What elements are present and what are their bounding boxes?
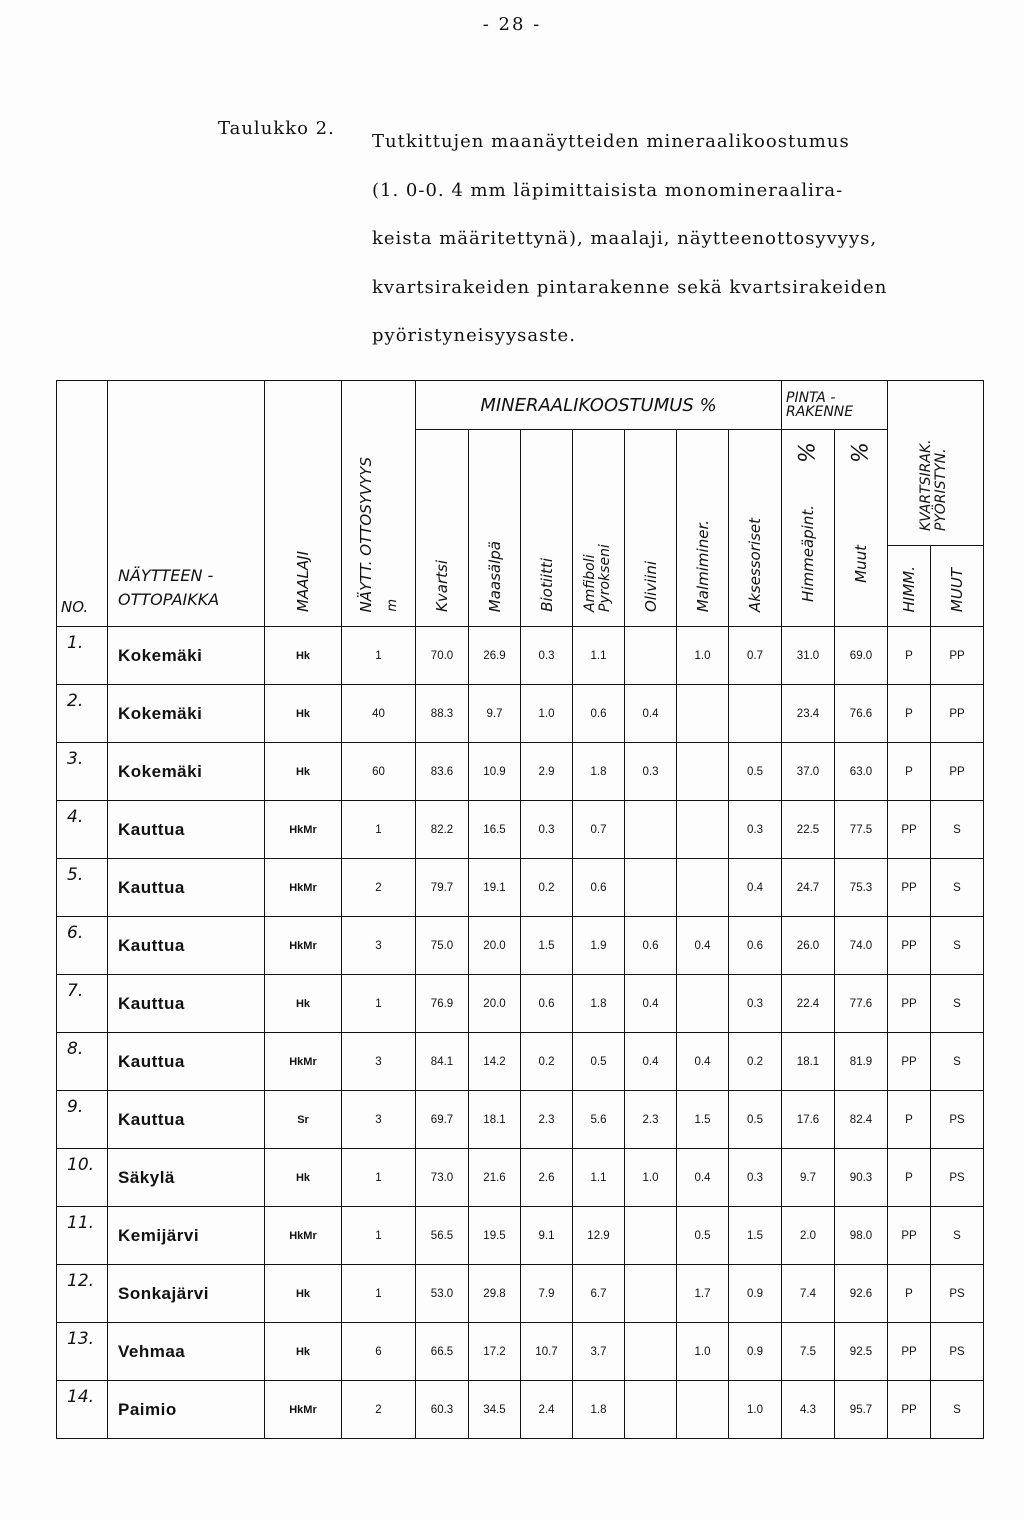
value-cell: 0.3 [729, 975, 782, 1033]
value-cell [625, 859, 677, 917]
value-cell: 1.7 [677, 1265, 729, 1323]
row-number: 3. [57, 743, 108, 801]
value-cell: 0.6 [573, 859, 625, 917]
value-cell [625, 801, 677, 859]
value-cell: 1.1 [573, 1149, 625, 1207]
value-cell: 1.0 [677, 1323, 729, 1381]
caption-line: pyöristyneisyysaste. [372, 325, 576, 346]
value-cell [677, 975, 729, 1033]
site-name: Kauttua [108, 975, 265, 1033]
value-cell: S [931, 801, 984, 859]
depth: 3 [342, 917, 416, 975]
value-cell: 81.9 [835, 1033, 888, 1091]
value-cell: 21.6 [469, 1149, 521, 1207]
value-cell: 19.5 [469, 1207, 521, 1265]
value-cell [677, 801, 729, 859]
site-name: Kokemäki [108, 627, 265, 685]
value-cell: PP [888, 975, 931, 1033]
value-cell: 9.7 [469, 685, 521, 743]
value-cell: 0.4 [677, 1149, 729, 1207]
header-malmiminer: Malmiminer. [677, 430, 729, 627]
value-cell: 1.9 [573, 917, 625, 975]
value-cell: 0.6 [573, 685, 625, 743]
value-cell: 2.9 [521, 743, 573, 801]
table-row [57, 1265, 984, 1323]
value-cell: 0.3 [521, 801, 573, 859]
row-number: 8. [57, 1033, 108, 1091]
header-muut-round: MUUT [931, 546, 984, 627]
depth: 2 [342, 859, 416, 917]
header-roundness-group: KVARTSIRAK. PYÖRISTYN. [888, 381, 984, 546]
value-cell: 1.5 [677, 1091, 729, 1149]
value-cell: 18.1 [782, 1033, 835, 1091]
value-cell: 29.8 [469, 1265, 521, 1323]
soil-type: Hk [265, 627, 342, 685]
value-cell: 92.5 [835, 1323, 888, 1381]
value-cell: P [888, 685, 931, 743]
header-site-line: NÄYTTEEN - [118, 566, 214, 585]
value-cell: 0.5 [729, 743, 782, 801]
row-number: 5. [57, 859, 108, 917]
value-cell: 74.0 [835, 917, 888, 975]
depth: 40 [342, 685, 416, 743]
row-number: 10. [57, 1149, 108, 1207]
value-cell: 31.0 [782, 627, 835, 685]
value-cell: 90.3 [835, 1149, 888, 1207]
soil-type: HkMr [265, 1033, 342, 1091]
depth: 2 [342, 1381, 416, 1439]
value-cell: 0.9 [729, 1323, 782, 1381]
value-cell: 0.2 [729, 1033, 782, 1091]
value-cell: PS [931, 1265, 984, 1323]
value-cell: P [888, 1091, 931, 1149]
value-cell: 20.0 [469, 917, 521, 975]
value-cell: 7.5 [782, 1323, 835, 1381]
value-cell: 34.5 [469, 1381, 521, 1439]
site-name: Vehmaa [108, 1323, 265, 1381]
value-cell [677, 859, 729, 917]
row-number: 14. [57, 1381, 108, 1439]
header-site [108, 381, 265, 627]
value-cell: 66.5 [416, 1323, 469, 1381]
value-cell: 88.3 [416, 685, 469, 743]
value-cell: 56.5 [416, 1207, 469, 1265]
value-cell [677, 743, 729, 801]
value-cell: 77.6 [835, 975, 888, 1033]
site-name: Sonkajärvi [108, 1265, 265, 1323]
row-number: 6. [57, 917, 108, 975]
value-cell: 1.0 [521, 685, 573, 743]
table-label: Taulukko 2. [218, 118, 335, 139]
value-cell: 1.8 [573, 743, 625, 801]
value-cell: 82.4 [835, 1091, 888, 1149]
value-cell: 19.1 [469, 859, 521, 917]
table-row [57, 1091, 984, 1149]
value-cell: 98.0 [835, 1207, 888, 1265]
value-cell: P [888, 627, 931, 685]
value-cell: 0.9 [729, 1265, 782, 1323]
soil-type: HkMr [265, 859, 342, 917]
value-cell: 0.2 [521, 859, 573, 917]
caption-line: (1. 0-0. 4 mm läpimittaisista monomineraalira- [372, 179, 844, 201]
soil-type: HkMr [265, 1381, 342, 1439]
site-name: Kemijärvi [108, 1207, 265, 1265]
header-depth-label: NÄYTT. OTTOSYVYYS [356, 456, 375, 612]
value-cell [625, 1323, 677, 1381]
header-kvartsi: Kvartsi [416, 430, 469, 627]
value-cell: 16.5 [469, 801, 521, 859]
table-row [57, 685, 984, 743]
site-name: Säkylä [108, 1149, 265, 1207]
value-cell: 1.0 [677, 627, 729, 685]
header-himm: HIMM. [888, 546, 931, 627]
table-row [57, 917, 984, 975]
value-cell: PP [888, 1381, 931, 1439]
value-cell: PP [931, 627, 984, 685]
value-cell: PP [888, 1033, 931, 1091]
value-cell: S [931, 975, 984, 1033]
value-cell: 26.9 [469, 627, 521, 685]
value-cell: 60.3 [416, 1381, 469, 1439]
row-number: 9. [57, 1091, 108, 1149]
value-cell: 17.2 [469, 1323, 521, 1381]
soil-type: Hk [265, 685, 342, 743]
row-number: 11. [57, 1207, 108, 1265]
value-cell: 0.4 [729, 859, 782, 917]
value-cell: 1.1 [573, 627, 625, 685]
header-amfiboli-pyrokseni: Amfiboli Pyrokseni [573, 430, 625, 627]
caption-line: Tutkittujen maanäytteiden mineraalikoostumus [372, 131, 850, 152]
value-cell: 2.6 [521, 1149, 573, 1207]
table-caption [372, 118, 952, 361]
value-cell: 75.0 [416, 917, 469, 975]
value-cell: 18.1 [469, 1091, 521, 1149]
depth: 1 [342, 1207, 416, 1265]
soil-type: Hk [265, 1149, 342, 1207]
value-cell: 0.4 [677, 917, 729, 975]
value-cell: 0.3 [729, 801, 782, 859]
site-name: Paimio [108, 1381, 265, 1439]
depth: 3 [342, 1091, 416, 1149]
table-row [57, 975, 984, 1033]
value-cell: 17.6 [782, 1091, 835, 1149]
value-cell: 7.4 [782, 1265, 835, 1323]
value-cell [625, 1207, 677, 1265]
value-cell: 1.5 [729, 1207, 782, 1265]
row-number: 12. [57, 1265, 108, 1323]
value-cell: 7.9 [521, 1265, 573, 1323]
table-row [57, 1323, 984, 1381]
header-muut: % Muut [835, 430, 888, 627]
value-cell: 76.6 [835, 685, 888, 743]
value-cell: 83.6 [416, 743, 469, 801]
table-row [57, 1381, 984, 1439]
value-cell: 75.3 [835, 859, 888, 917]
header-himmeapint: % Himmeäpint. [782, 430, 835, 627]
soil-type: Sr [265, 1091, 342, 1149]
value-cell: S [931, 859, 984, 917]
value-cell: 82.2 [416, 801, 469, 859]
header-oliviini: Oliviini [625, 430, 677, 627]
value-cell: S [931, 1381, 984, 1439]
value-cell: 2.3 [521, 1091, 573, 1149]
value-cell [729, 685, 782, 743]
value-cell: 63.0 [835, 743, 888, 801]
value-cell: 0.4 [677, 1033, 729, 1091]
value-cell: 5.6 [573, 1091, 625, 1149]
row-number: 2. [57, 685, 108, 743]
soil-type: HkMr [265, 1207, 342, 1265]
value-cell: 37.0 [782, 743, 835, 801]
value-cell: 23.4 [782, 685, 835, 743]
value-cell: 0.4 [625, 1033, 677, 1091]
depth: 1 [342, 975, 416, 1033]
value-cell: 92.6 [835, 1265, 888, 1323]
value-cell: 22.4 [782, 975, 835, 1033]
value-cell: 0.7 [573, 801, 625, 859]
value-cell: 2.0 [782, 1207, 835, 1265]
header-no: NO. [57, 381, 108, 627]
value-cell: 69.7 [416, 1091, 469, 1149]
value-cell: 9.7 [782, 1149, 835, 1207]
value-cell: 0.4 [625, 685, 677, 743]
value-cell: 3.7 [573, 1323, 625, 1381]
header-maasalpa: Maasälpä [469, 430, 521, 627]
table-row [57, 1207, 984, 1265]
value-cell [625, 627, 677, 685]
value-cell: 0.3 [729, 1149, 782, 1207]
header-site-line: OTTOPAIKKA [118, 590, 220, 609]
value-cell: PP [888, 859, 931, 917]
value-cell: S [931, 1033, 984, 1091]
value-cell: PP [931, 743, 984, 801]
row-number: 1. [57, 627, 108, 685]
header-surface-group: PINTA - RAKENNE [782, 381, 888, 430]
depth: 60 [342, 743, 416, 801]
page-number: - 28 - [482, 14, 542, 35]
header-soil: MAALAJI [265, 381, 342, 627]
value-cell: 53.0 [416, 1265, 469, 1323]
table-row [57, 1033, 984, 1091]
value-cell: 0.3 [521, 627, 573, 685]
header-depth-unit: m [385, 599, 401, 612]
value-cell: PP [888, 1323, 931, 1381]
value-cell: PP [888, 1207, 931, 1265]
soil-type: Hk [265, 1323, 342, 1381]
value-cell: 2.3 [625, 1091, 677, 1149]
value-cell: P [888, 1265, 931, 1323]
value-cell: 79.7 [416, 859, 469, 917]
depth: 1 [342, 1149, 416, 1207]
table-row [57, 743, 984, 801]
value-cell: 9.1 [521, 1207, 573, 1265]
value-cell: 10.9 [469, 743, 521, 801]
value-cell: 1.0 [729, 1381, 782, 1439]
value-cell: 0.6 [625, 917, 677, 975]
value-cell [677, 1381, 729, 1439]
value-cell: 1.0 [625, 1149, 677, 1207]
value-cell: 76.9 [416, 975, 469, 1033]
value-cell: 22.5 [782, 801, 835, 859]
value-cell: 0.5 [677, 1207, 729, 1265]
value-cell: 0.5 [729, 1091, 782, 1149]
value-cell: 0.7 [729, 627, 782, 685]
header-biotiitti: Biotiitti [521, 430, 573, 627]
soil-type: HkMr [265, 801, 342, 859]
value-cell: 0.5 [573, 1033, 625, 1091]
value-cell [677, 685, 729, 743]
table-row [57, 859, 984, 917]
value-cell: 26.0 [782, 917, 835, 975]
depth: 1 [342, 1265, 416, 1323]
value-cell: 20.0 [469, 975, 521, 1033]
value-cell: P [888, 1149, 931, 1207]
depth: 1 [342, 801, 416, 859]
row-number: 7. [57, 975, 108, 1033]
table-row [57, 627, 984, 685]
header-depth [342, 381, 416, 627]
value-cell: 0.3 [625, 743, 677, 801]
value-cell: 1.8 [573, 975, 625, 1033]
site-name: Kauttua [108, 1091, 265, 1149]
value-cell: 0.6 [729, 917, 782, 975]
value-cell [625, 1265, 677, 1323]
header-mineral-group: MINERAALIKOOSTUMUS % [416, 381, 782, 430]
value-cell: 24.7 [782, 859, 835, 917]
value-cell: 77.5 [835, 801, 888, 859]
value-cell: 6.7 [573, 1265, 625, 1323]
soil-type: HkMr [265, 917, 342, 975]
soil-type: Hk [265, 1265, 342, 1323]
value-cell: 70.0 [416, 627, 469, 685]
site-name: Kauttua [108, 917, 265, 975]
site-name: Kokemäki [108, 685, 265, 743]
site-name: Kauttua [108, 859, 265, 917]
caption-line: kvartsirakeiden pintarakenne sekä kvartsirakeiden [372, 276, 888, 298]
table-row [57, 1149, 984, 1207]
depth: 6 [342, 1323, 416, 1381]
caption-line: keista määritettynä), maalaji, näytteenottosyvyys, [372, 228, 878, 249]
value-cell: 10.7 [521, 1323, 573, 1381]
value-cell: S [931, 1207, 984, 1265]
value-cell: PP [931, 685, 984, 743]
site-name: Kauttua [108, 801, 265, 859]
value-cell: PP [888, 917, 931, 975]
soil-type: Hk [265, 743, 342, 801]
value-cell: PP [888, 801, 931, 859]
value-cell: PS [931, 1323, 984, 1381]
depth: 1 [342, 627, 416, 685]
value-cell: 0.6 [521, 975, 573, 1033]
value-cell: 14.2 [469, 1033, 521, 1091]
value-cell: PS [931, 1091, 984, 1149]
value-cell: PS [931, 1149, 984, 1207]
value-cell [625, 1381, 677, 1439]
depth: 3 [342, 1033, 416, 1091]
value-cell: 84.1 [416, 1033, 469, 1091]
value-cell: 2.4 [521, 1381, 573, 1439]
table-row [57, 801, 984, 859]
value-cell: 4.3 [782, 1381, 835, 1439]
header-aksessoriset: Aksessoriset [729, 430, 782, 627]
row-number: 4. [57, 801, 108, 859]
table-body [57, 627, 984, 1439]
site-name: Kauttua [108, 1033, 265, 1091]
mineral-composition-table [56, 380, 984, 1439]
row-number: 13. [57, 1323, 108, 1381]
value-cell: 69.0 [835, 627, 888, 685]
site-name: Kokemäki [108, 743, 265, 801]
soil-type: Hk [265, 975, 342, 1033]
value-cell: 1.5 [521, 917, 573, 975]
value-cell: 73.0 [416, 1149, 469, 1207]
value-cell: 0.2 [521, 1033, 573, 1091]
value-cell: 95.7 [835, 1381, 888, 1439]
value-cell: S [931, 917, 984, 975]
value-cell: 0.4 [625, 975, 677, 1033]
value-cell: P [888, 743, 931, 801]
value-cell: 1.8 [573, 1381, 625, 1439]
value-cell: 12.9 [573, 1207, 625, 1265]
